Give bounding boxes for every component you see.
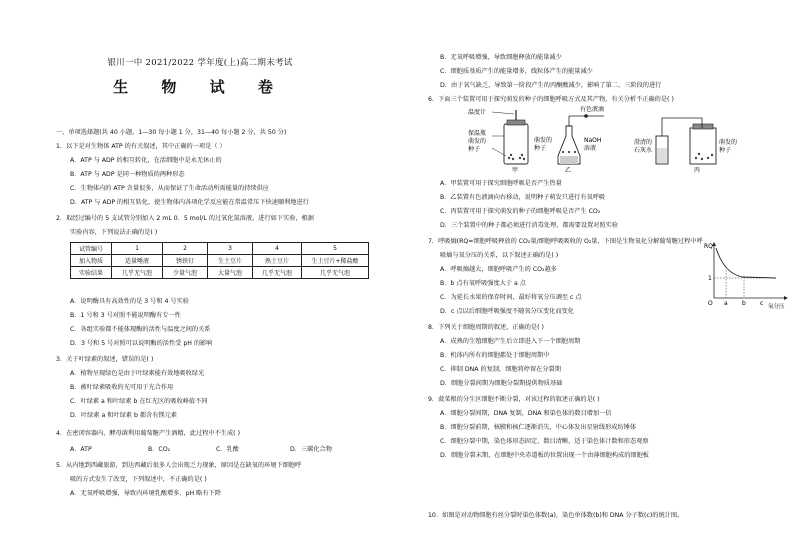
q6-option-b: B．乙装置有色液滴向右移动，说明种子萌发只进行有氧呼吸 — [440, 194, 606, 201]
q7-option-a: A．呼吸熵越大，细胞呼吸产生的 CO₂越多 — [440, 266, 557, 273]
graph-point-a: a — [724, 300, 728, 307]
fig-label: 保温瓶 — [468, 130, 487, 137]
q4-option-d: D．三碳化合物 — [290, 446, 332, 453]
q1-option-d: D．ATP 与 ADP 的相互转化，使生物体内各项化学反应能在常温常压下快速顺利地进行 — [70, 199, 309, 206]
table-header-cell: 1 — [112, 243, 163, 255]
q5-option-b: B．无氧呼吸增强，导致细胞释放的能量减少 — [440, 54, 562, 61]
table-header-row — [71, 243, 369, 255]
rq-curve — [716, 248, 776, 278]
question-8: 8．下列关于细胞周期的叙述，正确的是( ) — [428, 324, 544, 331]
question-7-cont: 吸熵与氧分压的关系，以下叙述正确的是( ) — [440, 252, 559, 259]
experiment-table — [70, 242, 369, 279]
q5-option-d: D．由于氧气缺乏，导致第一阶段产生的丙酮酸减少，影响了第二、三阶段的进行 — [440, 82, 662, 89]
table-cell: 几乎无气泡 — [112, 267, 163, 279]
table-row — [71, 255, 369, 267]
fig-label: 萌发的 — [468, 138, 487, 145]
q9-option-d: D．细胞分裂末期，在细胞中央赤道板的位置出现一个由薄细胞构成的细胞板 — [440, 452, 649, 459]
question-3: 3．关于叶绿素的叙述，错误的是( ) — [56, 356, 154, 363]
section-heading: 一、单项选择题(共 40 小题，1—30 每小题 1 分，31—40 每小题 2 分，共 50 分) — [56, 129, 287, 136]
q7-option-c: C．为延长水果的保存时间，最好将氧分压调至 c 点 — [440, 294, 582, 301]
q9-option-b: B．细胞分裂前期，核膜和核仁逐渐消失，中心体发出星射线形成纺锤体 — [440, 424, 637, 431]
apparatus-jia — [468, 108, 528, 174]
q2-option-d: D．3 号和 5 号对照可以说明酶的活性受 pH 的影响 — [70, 340, 213, 347]
q1-option-b: B．ATP 与 ADP 是同一种物质的两种形态 — [70, 171, 185, 178]
fig-label: 种子 — [719, 147, 732, 154]
question-5-cont: 吸的方式发生了改变，下列叙述中，不正确的是( ) — [70, 476, 207, 483]
table-cell: 锈铁钉 — [163, 255, 208, 267]
question-2-cont: 实验内容，下列说法正确的是( ) — [70, 229, 158, 236]
table-header-cell: 5 — [302, 243, 369, 255]
graph-x-label: 氧分压 — [768, 304, 785, 310]
table-cell: 几乎无气泡 — [253, 267, 302, 279]
fig-label: 石灰水 — [634, 147, 653, 154]
table-row — [71, 267, 369, 279]
question-2: 2．取经过编号的 5 支试管分别加入 2 mL 0．5 mol/L 的过氧化氢溶液，进行如下实验，根据 — [56, 215, 314, 222]
q6-option-a: A．甲装置可用于探究细胞呼吸是否产生热量 — [440, 180, 562, 187]
q5-option-c: C．细胞质基质产生的能量增多，线粒体产生的能量减少 — [440, 68, 593, 75]
table-cell: 生土豆片+稀盐酸 — [302, 255, 369, 267]
exam-title: 生 物 试 卷 — [113, 78, 287, 96]
graph-y-label: RQ — [704, 243, 713, 250]
q4-option-c: C．乳酸 — [216, 446, 239, 453]
apparatus-yi — [534, 106, 604, 174]
table-header-cell: 试管编号 — [71, 243, 112, 255]
fig-label: NaOH — [584, 137, 602, 144]
q4-option-b: B．CO₂ — [148, 446, 171, 453]
table-header-cell: 4 — [253, 243, 302, 255]
q6-option-c: C．丙装置可用于探究萌发的种子的细胞呼吸是否产生 CO₂ — [440, 208, 601, 215]
q8-option-b: B．机体内所有的细胞都处于细胞周期中 — [440, 352, 550, 359]
fig-label: 温度计 — [468, 109, 487, 116]
q3-option-a: A．植物呈现绿色是由于叶绿素能有效地吸收绿光 — [70, 370, 205, 377]
question-9: 9．菠菜根的分生区细胞不断分裂，对该过程的叙述正确的是( ) — [428, 396, 600, 403]
q7-option-b: B．b 点有氧呼吸强度大于 a 点 — [440, 280, 526, 287]
question-1: 1．以下是对生物体 ATP 的有关叙述，其中正确的一项是（ ） — [56, 143, 226, 150]
fig-label: 有色液滴 — [580, 106, 605, 113]
q1-option-c: C．生物体内的 ATP 含量很多，从而保证了生命活动所需能量的持续供应 — [70, 185, 269, 192]
apparatus-figure — [444, 106, 744, 174]
table-header-cell: 2 — [163, 243, 208, 255]
q7-option-d: D．c 点以后细胞呼吸强度不随氧分压变化而变化 — [440, 308, 574, 315]
rq-graph — [702, 240, 790, 310]
table-cell: 几乎无气泡 — [302, 267, 369, 279]
fig-label: 澄清的 — [634, 139, 653, 146]
q3-option-d: D．叶绿素 a 和叶绿素 b 都含有镁元素 — [70, 412, 177, 419]
question-4: 4．在密闭容器内，酵母菌利用葡萄糖产生酒精，此过程中不生成( ) — [56, 430, 240, 437]
exam-header: 银川一中 2021/2022 学年度(上)高二期末考试 — [107, 58, 293, 68]
apparatus-bing — [634, 118, 737, 174]
q2-option-b: B．1 号和 3 号对照不能说明酶有专一性 — [70, 312, 181, 319]
question-5: 5．从内地到西藏旅游，到达西藏后很多人会出现乏力现象，原因是在缺氧的环境下细胞呼 — [56, 462, 302, 469]
q9-option-a: A．细胞分裂间期，DNA 复制，DNA 和染色体的数目增加一倍 — [440, 410, 612, 417]
fig-label: 种子 — [534, 145, 547, 152]
fig-label: 溶液 — [584, 145, 597, 152]
fig-caption: 丙 — [694, 167, 701, 174]
q3-option-c: C．叶绿素 a 和叶绿素 b 在红光区的吸收峰值不同 — [70, 398, 208, 405]
table-cell: 实验结果 — [71, 267, 112, 279]
q6-option-d: D．三个装置中的种子都必须进行消毒处理，都需要设置对照实验 — [440, 222, 619, 229]
table-cell: 大量气泡 — [208, 267, 253, 279]
graph-origin: O — [708, 300, 713, 307]
q4-option-a: A．ATP — [70, 446, 92, 453]
q8-option-d: D．细胞分裂间期为细胞分裂期提供物质基础 — [440, 380, 563, 387]
q8-option-a: A．成熟的生殖细胞产生后立即进入下一个细胞周期 — [440, 338, 581, 345]
q2-option-a: A．说明酶具有高效性的是 3 号和 4 号实验 — [70, 298, 189, 305]
fig-label: 种子 — [468, 146, 481, 153]
question-7: 7．呼吸熵(RQ=细胞呼吸释放的 CO₂量/细胞呼吸吸收的 O₂量，下图是生物氧化分解葡萄糖过程中呼 — [428, 238, 703, 245]
question-10: 10．如图是对动物细胞有丝分裂时染色体数(a)，染色单体数(b)和 DNA 分子数(c)的统计图。 — [428, 512, 684, 519]
q2-option-c: C．各组实验都不能体现酶的活性与温度之间的关系 — [70, 326, 211, 333]
q1-option-a: A．ATP 与 ADP 的相互转化，在活细胞中是永无休止的 — [70, 157, 222, 164]
graph-point-c: c — [760, 300, 764, 307]
table-cell: 熟土豆片 — [253, 255, 302, 267]
table-cell: 适量唾液 — [112, 255, 163, 267]
fig-caption: 甲 — [512, 167, 519, 174]
fig-label: 萌发的 — [534, 137, 553, 144]
q8-option-c: C．抑制 DNA 的复制，细胞将停留在分裂期 — [440, 366, 561, 373]
table-header-cell: 3 — [208, 243, 253, 255]
table-cell: 加入物质 — [71, 255, 112, 267]
fig-caption: 乙 — [565, 167, 572, 174]
question-6: 6．下面三个装置可用于探究萌发的种子的细胞呼吸方式及其产物，有关分析不正确的是( ) — [428, 96, 674, 103]
fig-label: 萌发的 — [719, 139, 738, 146]
q5-option-a: A．无氧呼吸增强，导致内环境乳酸增多、pH 略有下降 — [70, 490, 221, 497]
q9-option-c: C．细胞分裂中期，染色体形态固定、数目清晰，适于染色体计数和形态观察 — [440, 438, 649, 445]
table-cell: 少量气泡 — [163, 267, 208, 279]
graph-tick: 1 — [708, 275, 712, 282]
table-cell: 生土豆片 — [208, 255, 253, 267]
q3-option-b: B．被叶绿素吸收的光可用于光合作用 — [70, 384, 174, 391]
graph-point-b: b — [742, 300, 746, 307]
colored-droplet-icon — [584, 114, 588, 118]
